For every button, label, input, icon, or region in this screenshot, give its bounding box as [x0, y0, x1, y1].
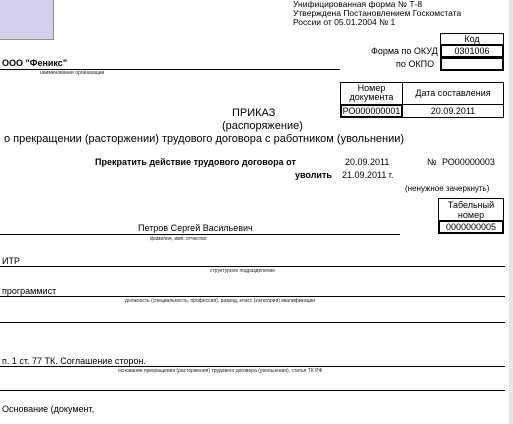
- position-extra-line: [0, 322, 505, 323]
- form-header-line-3: России от 05.01.2004 № 1: [293, 17, 396, 27]
- employee-name-underline: [0, 234, 400, 235]
- reason-underline: [0, 366, 505, 367]
- form-header-line-1: Унифицированная форма № Т-8: [293, 0, 423, 9]
- code-header-label: Код: [464, 34, 480, 44]
- position-underline: [0, 296, 505, 297]
- doc-number-header: Номер документа: [349, 83, 394, 102]
- dismiss-date: 21.09.2011 г.: [342, 170, 394, 180]
- okpo-value-cell[interactable]: [440, 57, 504, 71]
- tab-number-header: Табельный номер: [447, 200, 495, 220]
- doc-date-header: Дата составления: [415, 88, 491, 98]
- department-value: ИТР: [2, 256, 20, 266]
- reason-extra-line: [0, 390, 505, 391]
- contract-number: РО00000003: [442, 157, 495, 167]
- termination-label: Прекратить действие трудового договора от: [95, 157, 296, 167]
- dismiss-label: уволить: [295, 170, 332, 180]
- okud-label: Форма по ОКУД: [371, 46, 438, 56]
- tab-number-value: 0000000005: [445, 222, 497, 232]
- doc-number-value: РО000000001: [342, 106, 401, 116]
- okud-value-cell[interactable]: [440, 44, 504, 58]
- employee-name-caption: фамилия, имя, отчество: [150, 236, 207, 242]
- department-caption: структурное подразделение: [210, 268, 276, 274]
- title-rasporyazhenie: (распоряжение): [222, 120, 303, 132]
- reason-caption: основание прекращения (расторжения) трудового договора (увольнения), статья ТК РФ: [118, 368, 323, 374]
- position-value: программист: [2, 286, 57, 296]
- doc-date-value: 20.09.2011: [430, 106, 476, 116]
- scrollbar-edge: [509, 0, 513, 424]
- okpo-label: по ОКПО: [396, 59, 435, 69]
- doc-number-cell[interactable]: [340, 104, 403, 118]
- reason-value: п. 1 ст. 77 ТК. Соглашение сторон.: [2, 356, 146, 366]
- title-description: о прекращении (расторжении) трудового договора с работником (увольнении): [4, 133, 405, 145]
- position-caption: должность (специальность, профессия), разряд, класс (категория) квалификации: [125, 298, 316, 304]
- contract-date: 20.09.2011: [345, 157, 390, 167]
- form-header-line-2: Утверждена Постановлением Госкомстата: [293, 8, 462, 18]
- okud-value: 0301006: [454, 46, 490, 56]
- color-swatch: [0, 0, 54, 40]
- title-prikaz: ПРИКАЗ: [232, 107, 276, 119]
- contract-number-prefix: №: [427, 157, 437, 167]
- basis-label: Основание (документ,: [2, 404, 95, 414]
- tab-number-cell[interactable]: [438, 220, 504, 234]
- employee-full-name: Петров Сергей Васильевич: [138, 223, 253, 233]
- organization-name: ООО "Феникс": [2, 58, 68, 68]
- department-underline: [0, 266, 505, 267]
- organization-caption: наименование организации: [40, 70, 105, 76]
- strike-note: (ненужное зачеркнуть): [405, 184, 490, 193]
